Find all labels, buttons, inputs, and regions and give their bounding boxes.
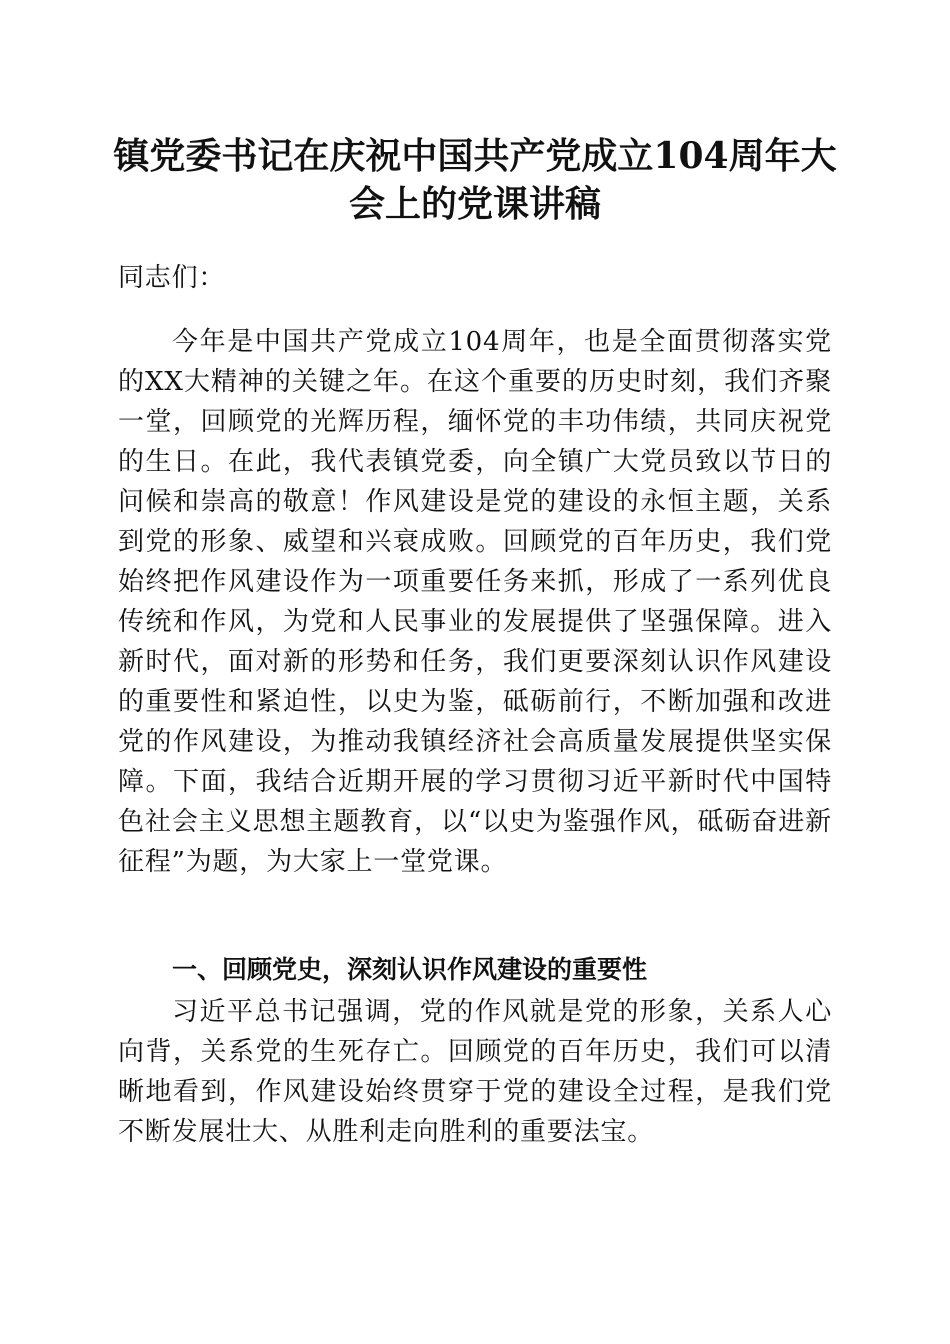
salutation: 同志们： <box>118 263 226 293</box>
section-paragraph: 习近平总书记强调，党的作风就是党的形象，关系人心向背，关系党的生死存亡。回顾党的百年历史，我们可以清晰地看到，作风建设始终贯穿于党的建设全过程，是我们党不断发展壮大、从胜利走向胜利的重要法宝。 <box>118 997 832 1147</box>
intro-paragraph: 今年是中国共产党成立104周年，也是全面贯彻落实党的XX大精神的关键之年。在这个重要的历史时刻，我们齐聚一堂，回顾党的光辉历程，缅怀党的丰功伟绩，共同庆祝党的生日。在此，我代表镇党委，向全镇广大党员致以节日的问候和崇高的敬意！作风建设是党的建设的永恒主题，关系到党的形象、威望和兴衰成败。回顾党的百年历史，我们党始终把作风建设作为一项重要任务来抓，形成了一系列优良传统和作风，为党和人民事业的发展提供了坚强保障。进入新时代，面对新的形势和任务，我们更要深刻认识作风建设的重要性和紧迫性，以史为鉴，砥砺前行，不断加强和改进党的作风建设，为推动我镇经济社会高质量发展提供坚实保障。下面，我结合近期开展的学习贯彻习近平新时代中国特色社会主义思想主题教育，以“以史为鉴强作风，砥砺奋进新征程”为题，为大家上一堂党课。 <box>118 327 832 877</box>
section-heading: 一、回顾党史，深刻认识作风建设的重要性 <box>172 955 648 984</box>
document-title: 镇党委书记在庆祝中国共产党成立104周年大会上的党课讲稿 <box>113 135 837 225</box>
